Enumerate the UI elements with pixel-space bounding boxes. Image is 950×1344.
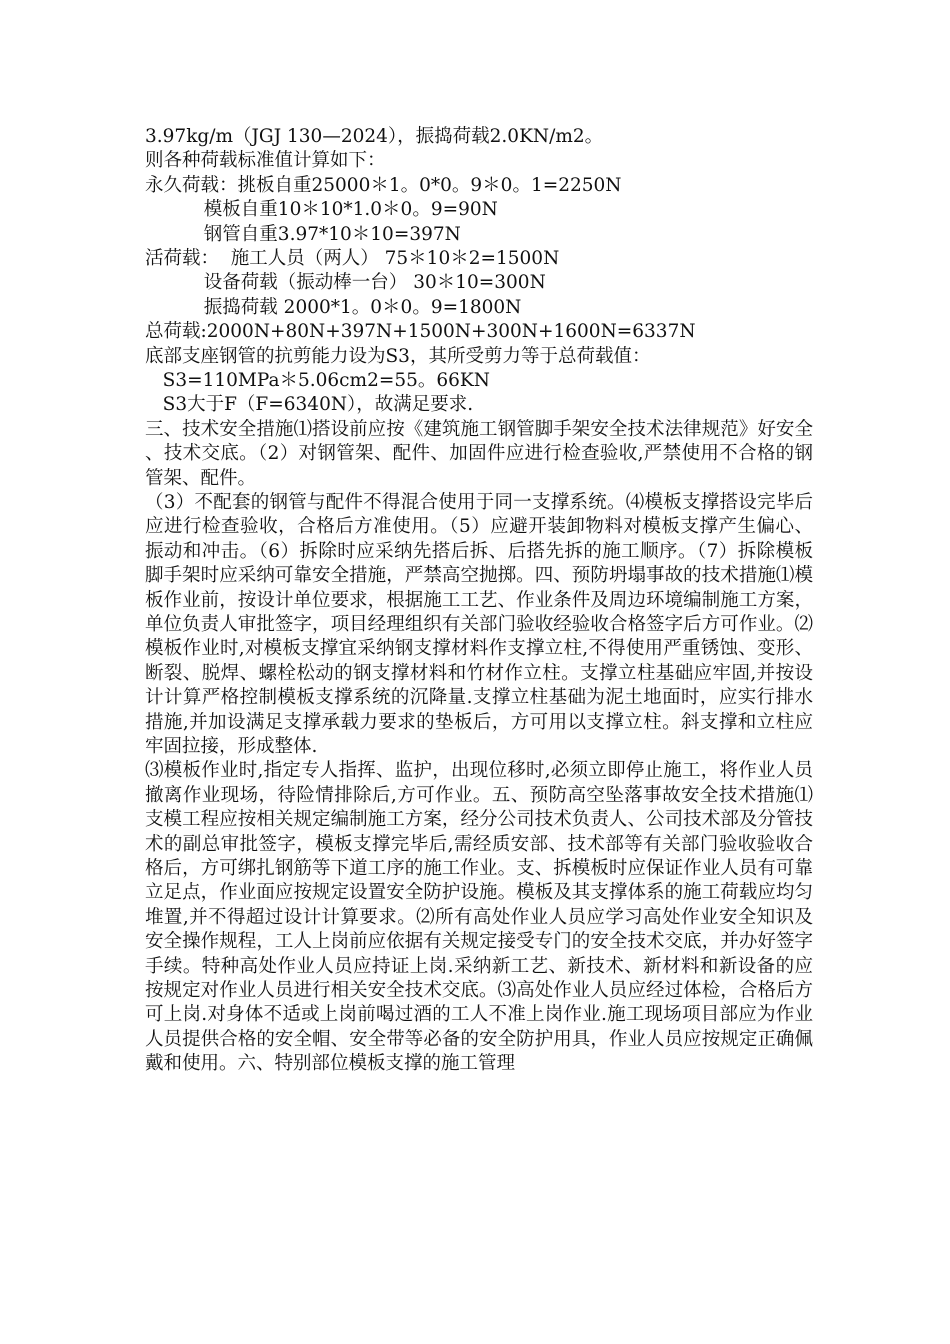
calc-line-3: 永久荷载：挑板自重25000＊1。0*0。9＊0。1=2250N xyxy=(145,174,622,196)
calc-line-10: 底部支座钢管的抗剪能力设为S3，其所受剪力等于总荷载值： xyxy=(145,345,651,367)
document-body xyxy=(145,125,813,1077)
calc-line-11: S3=110MPa＊5.06cm2=55。66KN xyxy=(145,369,490,391)
calc-line-2: 则各种荷载标准值计算如下： xyxy=(145,150,386,172)
calc-line-8: 振捣荷载 2000*1。0＊0。9=1800N xyxy=(145,296,522,318)
calc-line-4: 模板自重10＊10*1.0＊0。9=90N xyxy=(145,199,498,221)
paragraph-collapse-prevention: （3）不配套的钢管与配件不得混合使用于同一支撑系统。⑷模板支撑搭设完毕后应进行检查验收，合格后方准使用。（5）应避开装卸物料对模板支撑产生偏心、振动和冲击。（6）拆除时应采纳先搭后拆、后搭先拆的施工顺序。（7）拆除模板脚手架时应采纳可靠安全措施，严禁高空抛掷。四、预防坍塌事故的技术措施⑴模板作业前，按设计单位要求，根据施工工艺、作业条件及周边环境编制施工方案，单位负责人审批签字，项目经理组织有关部门验收经验收合格签字后方可作业。⑵模板作业时,对模板支撑宜采纳钢支撑材料作支撑立柱,不得使用严重锈蚀、变形、断裂、脱焊、螺栓松动的钢支撑材料和竹材作立柱。支撑立柱基础应牢固,并按设计计算严格控制模板支撑系统的沉降量.支撑立柱基础为泥土地面时，应实行排水措施,并加设满足支撑承载力要求的垫板后，方可用以支撑立柱。斜支撑和立柱应牢固拉接，形成整体. xyxy=(145,491,813,757)
calc-line-5: 钢管自重3.97*10＊10=397N xyxy=(145,223,461,245)
calc-line-1: 3.97kg/m（JGJ 130—2024），振捣荷载2.0KN/m2。 xyxy=(145,126,604,147)
calc-line-6: 活荷载： 施工人员（两人） 75＊10＊2=1500N xyxy=(145,247,560,269)
calc-line-9: 总荷载:2000N+80N+397N+1500N+300N+1600N=6337N xyxy=(145,321,696,343)
calc-line-12: S3大于F（F=6340N），故满足要求. xyxy=(145,394,474,416)
paragraph-fall-prevention: ⑶模板作业时,指定专人指挥、监护，出现位移时,必须立即停止施工，将作业人员撤离作业现场，待险情排除后,方可作业。五、预防高空坠落事故安全技术措施⑴支模工程应按相关规定编制施工方案，经分公司技术负责人、公司技术部及分管技术的副总审批签字，模板支撑完毕后,需经质安部、技术部等有关部门验收验收合格后，方可绑扎钢筋等下道工序的施工作业。支、拆模板时应保证作业人员有可靠立足点，作业面应按规定设置安全防护设施。模板及其支撑体系的施工荷载应均匀堆置,并不得超过设计计算要求。⑵所有高处作业人员应学习高处作业安全知识及安全操作规程，工人上岗前应依据有关规定接受专门的安全技术交底，并办好签字手续。特种高处作业人员应持证上岗.采纳新工艺、新技术、新材料和新设备的应按规定对作业人员进行相关安全技术交底。⑶高处作业人员应经过体检，合格后方可上岗.对身体不适或上岗前喝过酒的工人不准上岗作业.施工现场项目部应为作业人员提供合格的安全帽、安全带等必备的安全防护用具，作业人员应按规定正确佩戴和使用。六、特别部位模板支撑的施工管理 xyxy=(145,760,813,1075)
calc-line-7: 设备荷载（振动棒一台） 30＊10=300N xyxy=(145,272,546,294)
paragraph-safety-measures: 三、技术安全措施⑴搭设前应按《建筑施工钢管脚手架安全技术法律规范》好安全、技术交底。（2）对钢管架、配件、加固件应进行检查验收,严禁使用不合格的钢管架、配件。 xyxy=(145,418,813,489)
